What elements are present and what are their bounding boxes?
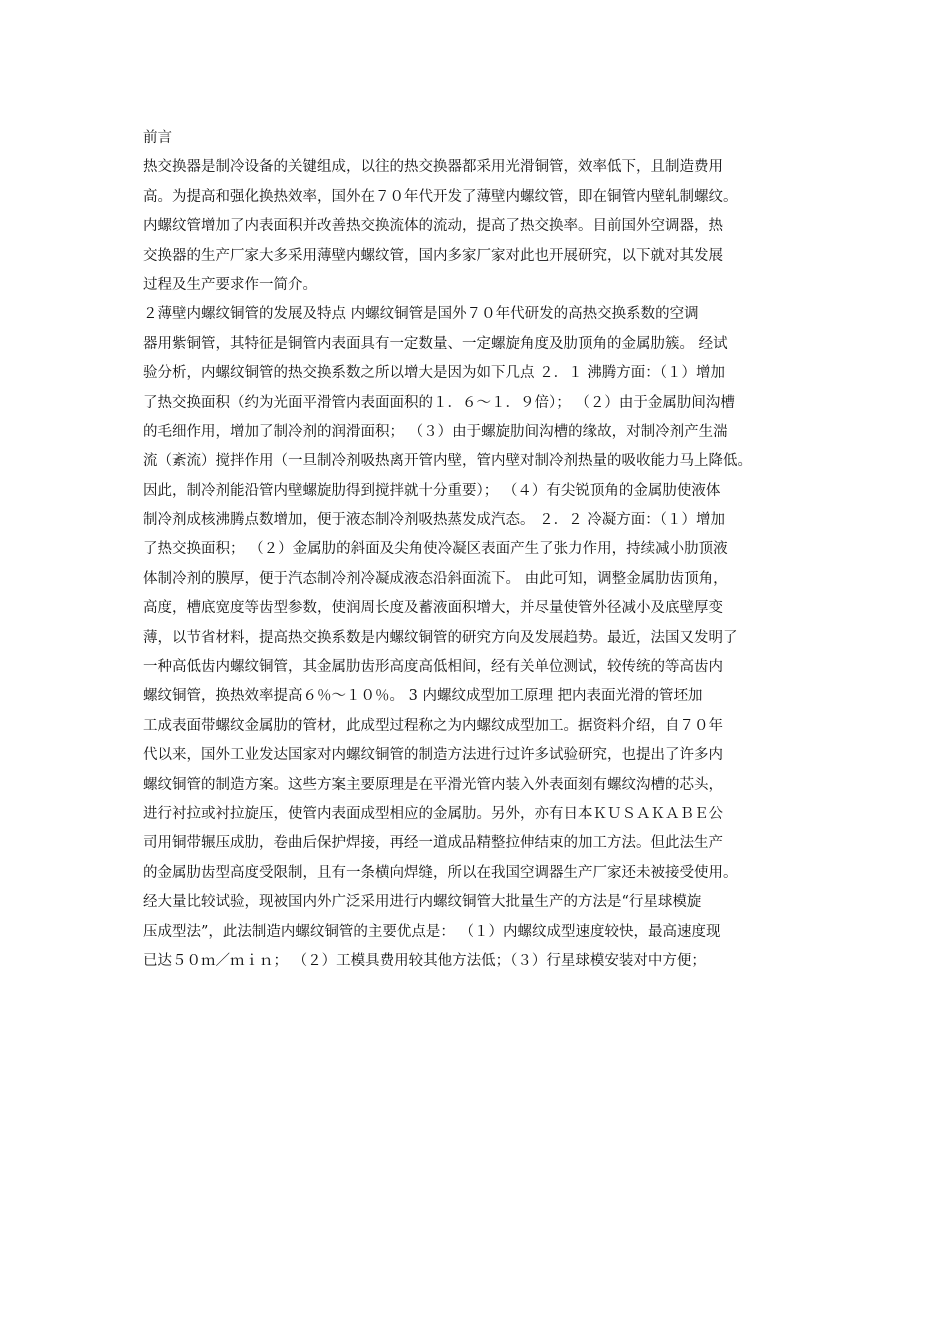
text-line: 内螺纹管增加了内表面积并改善热交换流体的流动，提高了热交换率。目前国外空调器，热 xyxy=(143,218,723,235)
text-line: 高度，槽底宽度等齿型参数，使润周长度及蓄液面积增大，并尽量使管外径减小及底壁厚变 xyxy=(143,600,723,617)
text-line: 经大量比较试验，现被国内外广泛采用进行内螺纹铜管大批量生产的方法是“行星球模旋 xyxy=(143,894,702,911)
text-line: 体制冷剂的膜厚，便于汽态制冷剂冷凝成液态沿斜面流下。 由此可知，调整金属肋齿顶角， xyxy=(143,570,728,587)
text-line: 热交换器是制冷设备的关键组成，以往的热交换器都采用光滑铜管，效率低下，且制造费用 xyxy=(143,159,723,176)
text-line: 司用铜带辗压成肋，卷曲后保护焊接，再经一道成品精整拉伸结束的加工方法。但此法生产 xyxy=(143,835,723,852)
text-line: 流（紊流）搅拌作用（一旦制冷剂吸热离开管内壁，管内壁对制冷剂热量的吸收能力马上降低。 xyxy=(143,453,752,470)
document-body xyxy=(143,124,823,976)
text-line: 一种高低齿内螺纹铜管，其金属肋齿形高度高低相间，经有关单位测试，较传统的等高齿内 xyxy=(143,659,723,676)
text-line: 进行衬拉或衬拉旋压，使管内表面成型相应的金属肋。另外，亦有日本ＫＵＳＡＫＡＢＥ公 xyxy=(143,805,723,822)
text-line: 薄，以节省材料，提高热交换系数是内螺纹铜管的研究方向及发展趋势。最近，法国又发明了 xyxy=(143,629,738,646)
text-line: ２薄壁内螺纹铜管的发展及特点 内螺纹铜管是国外７０年代研发的高热交换系数的空调 xyxy=(143,306,699,323)
text-line: 高。为提高和强化换热效率，国外在７０年代开发了薄壁内螺纹管，即在铜管内壁轧制螺纹。 xyxy=(143,188,738,205)
text-line: 螺纹铜管，换热效率提高６％～１０％。 3 内螺纹成型加工原理 把内表面光滑的管坯加 xyxy=(143,688,703,705)
text-line: 代以来，国外工业发达国家对内螺纹铜管的制造方法进行过许多试验研究，也提出了许多内 xyxy=(143,747,723,764)
text-line: 了热交换面积（约为光面平滑管内表面面积的１．６～１．９倍）； （２）由于金属肋间沟槽 xyxy=(143,394,735,411)
text-line: 的金属肋齿型高度受限制，且有一条横向焊缝，所以在我国空调器生产厂家还未被接受使用。 xyxy=(143,864,738,881)
text-line: 验分析，内螺纹铜管的热交换系数之所以增大是因为如下几点 ２．１ 沸腾方面：（１）增加 xyxy=(143,365,725,382)
text-line: 压成型法”，此法制造内螺纹铜管的主要优点是： （１）内螺纹成型速度较快，最高速度现 xyxy=(143,923,721,940)
text-line: 器用紫铜管，其特征是铜管内表面具有一定数量、一定螺旋角度及肋顶角的金属肋簇。 经试 xyxy=(143,335,728,352)
text-line: 了热交换面积； （２）金属肋的斜面及尖角使冷凝区表面产生了张力作用，持续减小肋顶液 xyxy=(143,541,728,558)
text-line: 因此，制冷剂能沿管内壁螺旋肋得到搅拌就十分重要）； （４）有尖锐顶角的金属肋使液体 xyxy=(143,482,721,499)
text-line: 交换器的生产厂家大多采用薄壁内螺纹管，国内多家厂家对此也开展研究，以下就对其发展 xyxy=(143,247,723,264)
text-line: 过程及生产要求作一简介。 xyxy=(143,276,317,293)
text-line: 工成表面带螺纹金属肋的管材，此成型过程称之为内螺纹成型加工。据资料介绍，自７０年 xyxy=(143,717,723,734)
heading-preface: 前言 xyxy=(143,130,172,146)
text-line: 制冷剂成核沸腾点数增加，便于液态制冷剂吸热蒸发成汽态。 ２．２ 冷凝方面：（１）增加 xyxy=(143,512,725,529)
text-line: 螺纹铜管的制造方案。这些方案主要原理是在平滑光管内装入外表面刻有螺纹沟槽的芯头， xyxy=(143,776,723,793)
text-line: 已达５０ｍ／ｍｉｎ； （２）工模具费用较其他方法低；（３）行星球模安装对中方便； xyxy=(143,952,706,969)
text-line: 的毛细作用，增加了制冷剂的润滑面积； （３）由于螺旋肋间沟槽的缘故，对制冷剂产生湍 xyxy=(143,423,728,440)
